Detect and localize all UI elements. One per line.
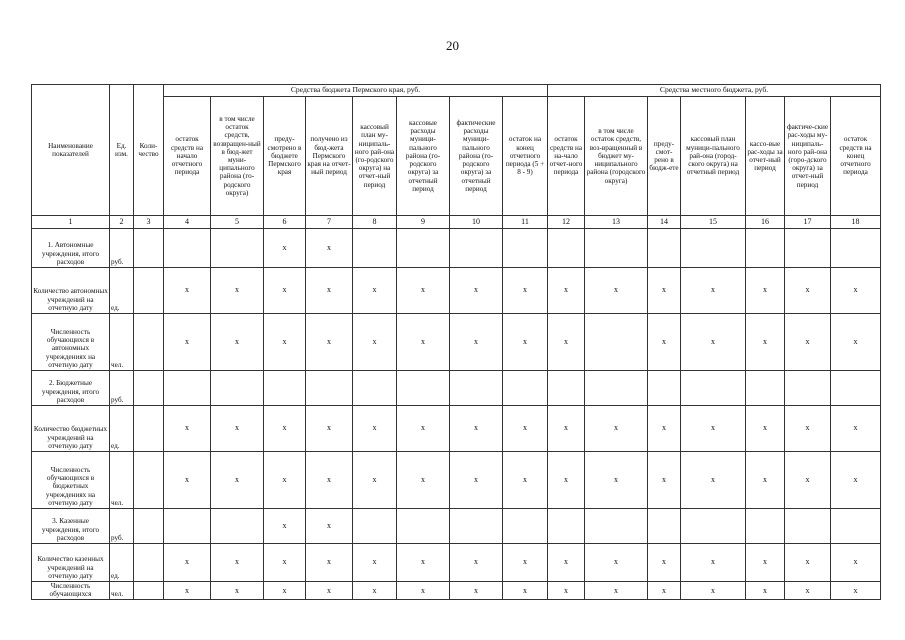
empty-cell [503,509,548,544]
x-mark: x [785,452,831,509]
empty-cell [353,371,397,406]
x-mark: x [681,406,746,452]
x-mark: x [831,406,881,452]
empty-cell [831,371,881,406]
x-mark: x [548,268,585,314]
row-unit: ед. [110,268,134,314]
empty-cell [450,229,503,268]
x-mark: x [211,582,264,600]
empty-cell [681,371,746,406]
row-unit: чел. [110,582,134,600]
empty-cell [681,509,746,544]
empty-cell [397,371,450,406]
x-mark: x [306,229,353,268]
x-mark: x [746,314,785,371]
column-number: 4 [164,216,211,229]
x-mark: x [503,406,548,452]
empty-cell [746,229,785,268]
x-mark: x [785,544,831,582]
x-mark: x [503,582,548,600]
x-mark: x [585,268,648,314]
header-local-col: кассовый план муници-пального рай-она (город-ского округа) на отчетный период [681,97,746,216]
x-mark: x [648,268,681,314]
x-mark: x [548,314,585,371]
empty-cell [164,371,211,406]
x-mark: x [353,582,397,600]
x-mark: x [746,544,785,582]
header-regional-col: в том числе остаток средств, возвращен-ный в бюд-жет муни-ципального района (го-родского округа) [211,97,264,216]
header-regional-col: остаток средств на начало отчетного периода [164,97,211,216]
x-mark: x [746,582,785,600]
x-mark: x [397,314,450,371]
table-row [32,229,881,268]
empty-cell [585,509,648,544]
empty-cell [134,314,164,371]
header-local-col: в том числе остаток средств, воз-вращенный в бюджет му-ниципального района (городского округа) [585,97,648,216]
empty-cell [353,509,397,544]
header-regional-col: преду-смотрено в бюджете Пермского края [264,97,306,216]
empty-cell [548,371,585,406]
row-unit: ед. [110,406,134,452]
x-mark: x [548,582,585,600]
empty-cell [211,371,264,406]
empty-cell [211,509,264,544]
empty-cell [746,371,785,406]
x-mark: x [585,452,648,509]
empty-cell [134,509,164,544]
x-mark: x [450,314,503,371]
row-label: Количество казенных учреждений на отчетную дату [32,544,110,582]
x-mark: x [585,406,648,452]
x-mark: x [211,314,264,371]
row-label: Количество автономных учреждений на отчетную дату [32,268,110,314]
x-mark: x [746,268,785,314]
table-row [32,268,881,314]
x-mark: x [264,544,306,582]
x-mark: x [264,314,306,371]
x-mark: x [397,268,450,314]
header-unit: Ед. изм. [110,85,134,216]
empty-cell [831,509,881,544]
empty-cell [585,314,648,371]
empty-cell [164,229,211,268]
x-mark: x [785,582,831,600]
x-mark: x [450,452,503,509]
empty-cell [134,406,164,452]
header-quantity: Коли-чество [134,85,164,216]
empty-cell [134,229,164,268]
x-mark: x [397,452,450,509]
x-mark: x [264,452,306,509]
empty-cell [585,229,648,268]
column-number: 7 [306,216,353,229]
empty-cell [211,229,264,268]
x-mark: x [306,314,353,371]
column-number-row [32,216,881,229]
table-row [32,406,881,452]
row-unit: руб. [110,509,134,544]
x-mark: x [548,406,585,452]
header-regional-budget: Средства бюджета Пермского края, руб. [164,85,548,97]
column-number: 9 [397,216,450,229]
empty-cell [785,509,831,544]
x-mark: x [264,406,306,452]
empty-cell [648,371,681,406]
x-mark: x [211,268,264,314]
x-mark: x [264,229,306,268]
x-mark: x [831,452,881,509]
table-row [32,582,881,600]
x-mark: x [164,314,211,371]
row-label: Численность обучающихся [32,582,110,600]
x-mark: x [353,544,397,582]
x-mark: x [785,406,831,452]
column-number: 6 [264,216,306,229]
column-number: 17 [785,216,831,229]
column-number: 11 [503,216,548,229]
x-mark: x [585,544,648,582]
x-mark: x [548,544,585,582]
x-mark: x [164,406,211,452]
x-mark: x [164,582,211,600]
column-number: 3 [134,216,164,229]
x-mark: x [353,452,397,509]
x-mark: x [785,314,831,371]
page-number: 20 [446,38,459,53]
row-label: Численность обучающихся в автономных учреждениях на отчетную дату [32,314,110,371]
x-mark: x [211,544,264,582]
table-row [32,452,881,509]
x-mark: x [681,452,746,509]
x-mark: x [548,452,585,509]
x-mark: x [211,406,264,452]
x-mark: x [831,314,881,371]
x-mark: x [681,544,746,582]
x-mark: x [164,452,211,509]
row-unit: руб. [110,229,134,268]
x-mark: x [648,544,681,582]
x-mark: x [264,582,306,600]
empty-cell [785,371,831,406]
x-mark: x [450,582,503,600]
x-mark: x [585,582,648,600]
x-mark: x [306,544,353,582]
x-mark: x [648,582,681,600]
x-mark: x [306,452,353,509]
empty-cell [746,509,785,544]
row-unit: ед. [110,544,134,582]
x-mark: x [831,544,881,582]
empty-cell [134,371,164,406]
x-mark: x [681,582,746,600]
empty-cell [450,509,503,544]
x-mark: x [397,406,450,452]
x-mark: x [306,582,353,600]
header-local-col: остаток средств на конец отчетного периода [831,97,881,216]
x-mark: x [648,452,681,509]
empty-cell [503,371,548,406]
header-regional-col: кассовые расходы муници-пального района (го-родского округа) за отчетный период [397,97,450,216]
x-mark: x [648,406,681,452]
x-mark: x [264,509,306,544]
x-mark: x [681,268,746,314]
x-mark: x [211,452,264,509]
header-regional-col: остаток на конец отчетного периода (5 + 8 - 9) [503,97,548,216]
header-local-col: фактиче-ские рас-ходы му-ниципаль-ного рай-она (горо-дского округа) за отчет-ный период [785,97,831,216]
table-row [32,314,881,371]
header-local-col: остаток средств на на-чало отчет-ного периода [548,97,585,216]
header-name: Наименование показателей [32,85,110,216]
x-mark: x [746,452,785,509]
column-number: 14 [648,216,681,229]
column-number: 8 [353,216,397,229]
budget-report-table [31,84,881,600]
x-mark: x [785,268,831,314]
x-mark: x [831,268,881,314]
row-unit: чел. [110,314,134,371]
x-mark: x [264,268,306,314]
row-label: Количество бюджетных учреждений на отчетную дату [32,406,110,452]
empty-cell [134,544,164,582]
x-mark: x [353,314,397,371]
table-row [32,544,881,582]
empty-cell [353,229,397,268]
empty-cell [134,268,164,314]
row-label: Численность обучающихся в бюджетных учреждениях на отчетную дату [32,452,110,509]
x-mark: x [503,452,548,509]
empty-cell [397,229,450,268]
empty-cell [164,509,211,544]
empty-cell [264,371,306,406]
column-number: 18 [831,216,881,229]
empty-cell [548,229,585,268]
x-mark: x [831,582,881,600]
x-mark: x [397,544,450,582]
column-number: 5 [211,216,264,229]
x-mark: x [450,544,503,582]
column-number: 13 [585,216,648,229]
x-mark: x [503,268,548,314]
x-mark: x [648,314,681,371]
header-local-col: кассо-вые рас-ходы за отчет-ный период [746,97,785,216]
column-number: 16 [746,216,785,229]
x-mark: x [306,406,353,452]
x-mark: x [164,544,211,582]
empty-cell [681,229,746,268]
column-number: 15 [681,216,746,229]
header-local-col: преду-смот-рено в бюдж-ете [648,97,681,216]
header-regional-col: получено из бюд-жета Пермского края на отчет-ный период [306,97,353,216]
empty-cell [134,582,164,600]
column-number: 12 [548,216,585,229]
x-mark: x [746,406,785,452]
x-mark: x [397,582,450,600]
x-mark: x [353,268,397,314]
row-unit: руб. [110,371,134,406]
column-number: 1 [32,216,110,229]
table-row [32,371,881,406]
table-row [32,509,881,544]
empty-cell [306,371,353,406]
x-mark: x [503,544,548,582]
empty-cell [548,509,585,544]
header-regional-col: фактические расходы муници-пального района (го-родского округа) за отчетный период [450,97,503,216]
header-local-budget: Средства местного бюджета, руб. [548,85,881,97]
empty-cell [503,229,548,268]
row-label: 2. Бюджетные учреждения, итого расходов [32,371,110,406]
row-unit: чел. [110,452,134,509]
x-mark: x [164,268,211,314]
x-mark: x [353,406,397,452]
column-number: 10 [450,216,503,229]
empty-cell [648,229,681,268]
row-label: 1. Автономные учреждения, итого расходов [32,229,110,268]
column-number: 2 [110,216,134,229]
x-mark: x [681,314,746,371]
empty-cell [585,371,648,406]
empty-cell [831,229,881,268]
empty-cell [450,371,503,406]
empty-cell [397,509,450,544]
empty-cell [648,509,681,544]
empty-cell [785,229,831,268]
x-mark: x [306,268,353,314]
empty-cell [134,452,164,509]
header-regional-col: кассовый план му-ниципаль-ного рай-она (го-родского округа) на отчет-ный период [353,97,397,216]
x-mark: x [450,406,503,452]
x-mark: x [450,268,503,314]
x-mark: x [306,509,353,544]
x-mark: x [503,314,548,371]
row-label: 3. Казенные учреждения, итого расходов [32,509,110,544]
